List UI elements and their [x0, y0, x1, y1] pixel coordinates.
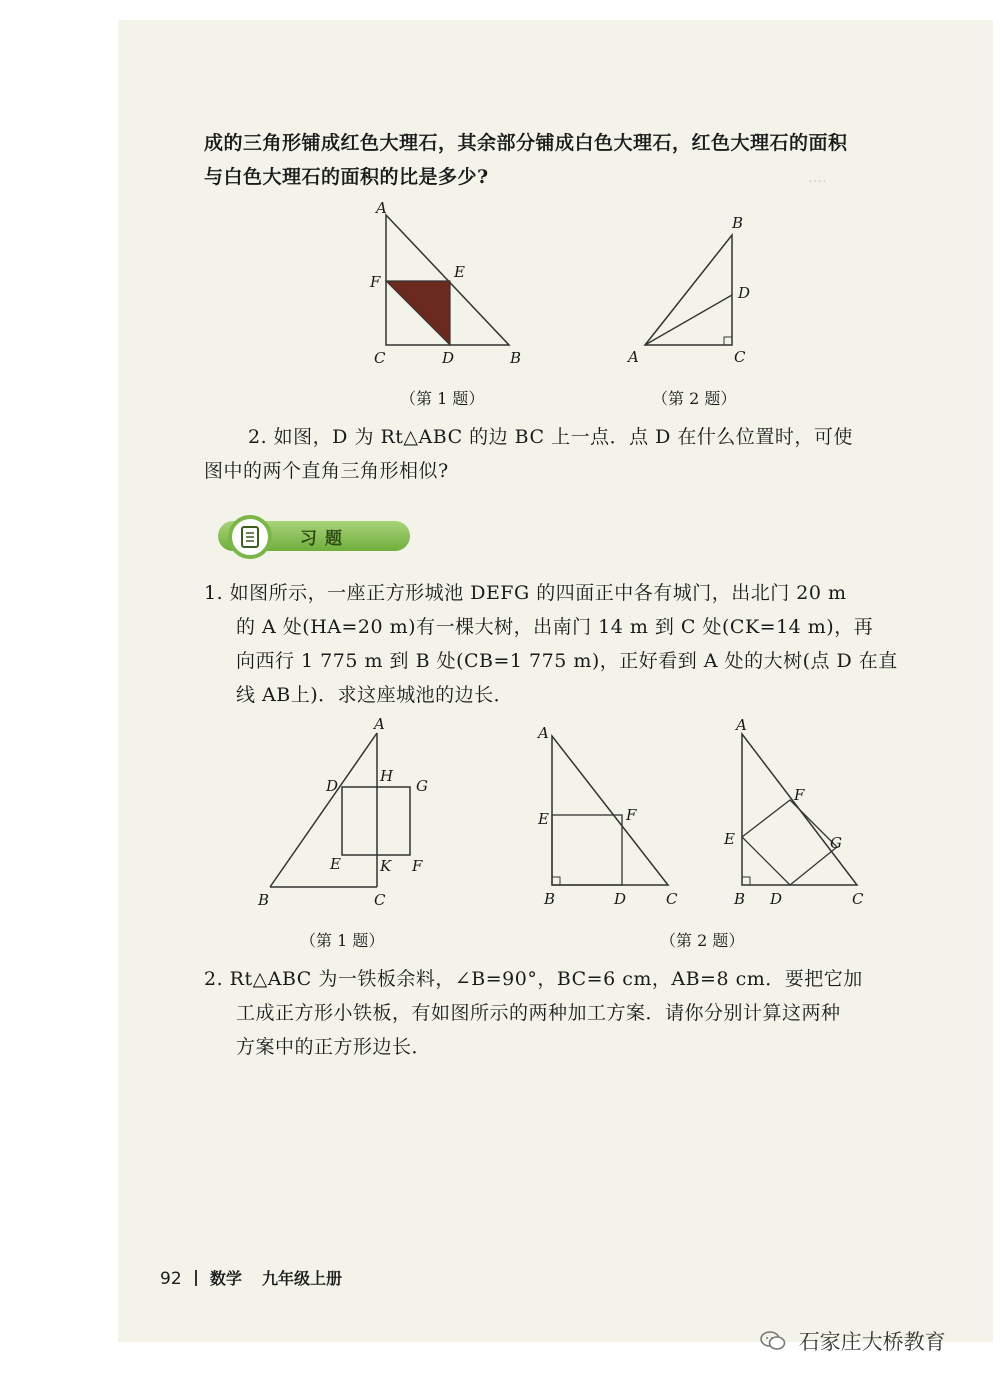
notebook-icon: [228, 515, 272, 559]
wechat-icon: [760, 1330, 786, 1357]
scheme2-square: [742, 800, 837, 885]
label-C: C: [374, 349, 386, 367]
label-E: E: [724, 830, 735, 848]
label-B: B: [510, 349, 522, 367]
city-figure: [250, 715, 450, 915]
label-B: B: [544, 890, 556, 908]
fig2-caption-top: （第 2 题）: [652, 389, 737, 408]
continuation-line-1: 成的三角形铺成红色大理石，其余部分铺成白色大理石，红色大理石的面积: [204, 132, 848, 154]
exercise-banner: [200, 515, 410, 557]
fig1-caption-bottom: （第 1 题）: [300, 931, 385, 950]
page-number: 92: [160, 1269, 182, 1289]
label-B: B: [258, 891, 270, 909]
label-G: G: [416, 777, 428, 795]
label-F: F: [370, 273, 381, 291]
label-C: C: [374, 891, 386, 909]
label-C: C: [666, 890, 678, 908]
scheme1-figure: [530, 718, 690, 908]
marble-figure: [360, 195, 530, 375]
footer-subject: 数学: [209, 1269, 242, 1288]
exercise2-line-1: 2. Rt△ABC 为一铁板余料，∠B=90°，BC=6 cm，AB=8 cm．要把它加: [204, 968, 863, 990]
label-A: A: [538, 724, 549, 742]
page-footer: [160, 1266, 342, 1289]
triangle-abc: [645, 235, 732, 345]
exercise-banner-label: 习题: [300, 529, 350, 549]
fig1-caption-top: （第 1 题）: [400, 389, 485, 408]
label-A: A: [376, 199, 387, 217]
shaded-triangle: [386, 281, 450, 345]
label-E: E: [454, 263, 465, 281]
right-triangle-figure: [620, 210, 770, 370]
label-K: K: [380, 857, 392, 875]
exercise1-line-1: 1. 如图所示，一座正方形城池 DEFG 的四面正中各有城门，出北门 20 m: [204, 582, 847, 604]
scheme1-square: [552, 815, 622, 885]
bleed-through-text: ‥‥: [808, 170, 827, 186]
label-A: A: [374, 715, 385, 733]
label-D: D: [614, 890, 627, 908]
exercise2-line-2: 工成正方形小铁板，有如图所示的两种加工方案．请你分别计算这两种: [236, 1002, 841, 1024]
label-A: A: [628, 348, 639, 366]
continuation-line-2: 与白色大理石的面积的比是多少?: [204, 166, 489, 188]
label-D: D: [326, 777, 339, 795]
exercise2-line-3: 方案中的正方形边长．: [236, 1036, 432, 1058]
label-E: E: [330, 855, 341, 873]
footer-grade: 九年级上册: [262, 1269, 343, 1288]
exercise1-line-4: 线 AB上)．求这座城池的边长．: [236, 684, 514, 706]
label-B: B: [734, 890, 746, 908]
watermark-text: 石家庄大桥教育: [798, 1330, 946, 1354]
city-square: [342, 787, 410, 855]
footer-divider: [195, 1270, 197, 1286]
label-F: F: [412, 857, 423, 875]
scheme2-figure: [720, 712, 870, 908]
label-C: C: [734, 348, 746, 366]
watermark: [760, 1326, 946, 1357]
label-C: C: [852, 890, 864, 908]
label-G: G: [830, 834, 842, 852]
label-F: F: [794, 786, 805, 804]
label-B: B: [732, 214, 744, 232]
exercise1-line-2: 的 A 处(HA=20 m)有一棵大树，出南门 14 m 到 C 处(CK=14 m)，再: [236, 616, 874, 638]
question2-line-2: 图中的两个直角三角形相似?: [204, 460, 449, 482]
label-D: D: [442, 349, 455, 367]
label-H: H: [380, 767, 394, 785]
fig2-caption-bottom: （第 2 题）: [660, 931, 745, 950]
label-A: A: [736, 716, 747, 734]
exercise1-line-3: 向西行 1 775 m 到 B 处(CB=1 775 m)，正好看到 A 处的大树(点 D 在直: [236, 650, 898, 672]
question2-line-1: 2. 如图，D 为 Rt△ABC 的边 BC 上一点．点 D 在什么位置时，可使: [248, 426, 853, 448]
label-F: F: [626, 806, 637, 824]
label-D: D: [770, 890, 783, 908]
label-E: E: [538, 810, 549, 828]
label-D: D: [738, 284, 751, 302]
